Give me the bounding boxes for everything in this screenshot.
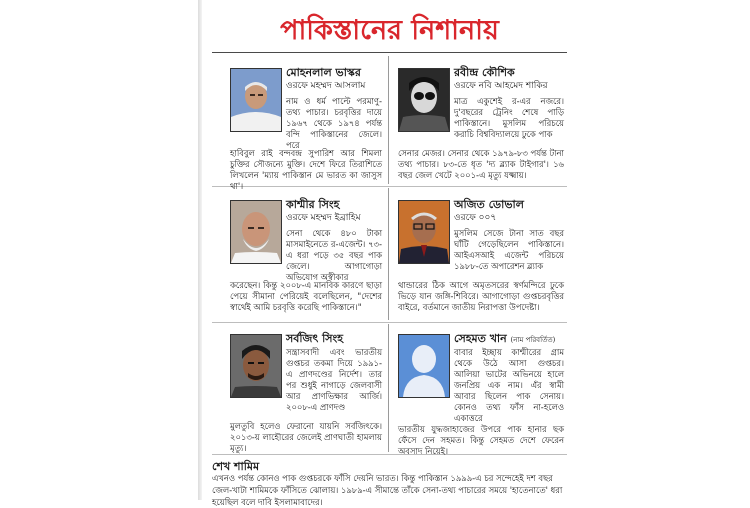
agent-text-continued: করেছেন। কিন্তু ২০০৮-এ মানবিক কারণে ছাড়া পেয়ে সীমানা পেরিয়েই বলেছিলেন, "দেশের স্বার্থেই আমি চরবৃত্তি করেছি পাকিস্তানে।" bbox=[230, 280, 382, 312]
portrait-young-man-image bbox=[231, 335, 281, 397]
agent-card-sarabjit bbox=[212, 326, 384, 454]
agent-card-ravindra bbox=[394, 56, 566, 184]
agent-alias: ওরফে ০০৭ bbox=[454, 213, 497, 223]
portrait-older-man-image bbox=[231, 69, 281, 131]
agent-text-continued: থান্ডারের ঠিক আগে অমৃতসরের স্বর্ণমন্দিরে ঢুকে ভিড়ে যান জঙ্গি-শিবিরে। আগাগোড়া গুপ্তচরবৃত্তির বাইরে, বর্তমানে জাতীয় নিরাপত্তা উপদেষ্টা। bbox=[398, 280, 564, 312]
agent-name-text: সেহমত খান bbox=[454, 332, 507, 345]
portrait-glasses-man bbox=[398, 200, 450, 264]
agent-alias: ওরফে নবি আহমেদ শাকির bbox=[454, 81, 548, 91]
placeholder-silhouette bbox=[398, 334, 450, 398]
agent-name: কাশ্মীর সিংহ bbox=[286, 198, 340, 211]
headline-rule bbox=[212, 52, 567, 53]
agent-alias: ওরফে মহম্মদ আসলাম bbox=[286, 81, 366, 91]
agent-card-mohanlal bbox=[212, 56, 384, 191]
row-divider bbox=[212, 322, 567, 323]
agent-text: মুসলিম সেজে টানা সাত বছর ঘাঁটি গেড়েছিলেন পাকিস্তানে। আইএসআই এজেন্ট পরিচয়ে ১৯৮৮-তে অপারেশন ব্ল্যাক bbox=[454, 228, 564, 271]
column-divider bbox=[388, 188, 389, 320]
portrait-bald-man-image bbox=[231, 201, 281, 263]
column-divider bbox=[388, 56, 389, 184]
agent-name: সর্বজিৎ সিংহ bbox=[286, 332, 344, 345]
agent-text: মাত্র একুশেই র-এর নজরে। দু'বছরের ট্রেনিং শেষে পাড়ি পাকিস্তানে। মুসলিম পরিচয়ে করাচি বিশ্ববিদ্যালয়ে ঢুকে পাক bbox=[454, 96, 564, 139]
sheikh-name: শেখ শামিম bbox=[212, 460, 260, 473]
agent-text: সন্ত্রাসবাদী এবং ভারতীয় গুপ্তচর তকমা দিয়ে ১৯৯১-এ প্রাণদণ্ডের নির্দেশ। তার পর শুধুই নাগাড়ে জেলবাসী আর প্রাণভিক্ষার আর্জি। ২০০৮-এ প্রাণদণ্ড bbox=[286, 347, 382, 412]
agent-text: সেনা থেকে ৪৮০ টাকা মাসমাইনেতে র-এজেন্ট। ৭৩-এ ধরা পড়ে ৩৫ বছর পাক জেলে। আগাগোড়া অভিযোগ অস্বীকার bbox=[286, 228, 382, 282]
agent-text-continued: সেনার মেজর। সেনার থেকে ১৯৭৯-৮৩ পর্যন্ত টানা তথ্য পাচার। ৮৩-তে ধৃত 'দ্য ব্ল্যাক টাইগার'। ১৬ বছর জেল খেটে ২০০১-এ মৃত্যু যক্ষ্মায়। bbox=[398, 148, 564, 180]
sheikh-text: এখনও পর্যন্ত কোনও পাক গুপ্তচরকে ফাঁসি দেয়নি ভারত। কিন্তু পাকিস্তান ১৯৯৯-এ চর সন্দেহেই দশ বছর জেল-খাটা শামিমকে ফাঁসিতে ঝোলায়। ১৯৮৯-এ সীমান্তে তাঁকে সেনা-তথ্য পাচারের সময়ে 'হাতেনাতে' ধরা হয়েছিল বলে দাবি ইসলামাবাদের। bbox=[212, 473, 563, 507]
agent-name: অজিত ডোভাল bbox=[454, 198, 524, 211]
portrait-sunglasses bbox=[398, 68, 450, 132]
agent-name bbox=[454, 332, 555, 347]
column-divider bbox=[388, 324, 389, 452]
name-changed-note: (নাম পরিবর্তিত) bbox=[510, 336, 556, 344]
portrait-bald-man bbox=[230, 200, 282, 264]
agent-text-continued: ভারতীয় যুদ্ধজাহাজের উপরে পাক হানার ছক ফেঁসে দেন সহমত। কিন্তু সেহমত দেশে ফেরেন অবসাদ নিয়েই। bbox=[398, 424, 564, 456]
agent-text: নাম ও ধর্ম পাল্টে পরমাণু-তথ্য পাচার। চরবৃত্তির দায়ে ১৯৬৭ থেকে ১৯৭৪ পর্যন্ত বন্দি পাকিস্তানের জেলে। পরে bbox=[286, 96, 382, 150]
portrait-older-man bbox=[230, 68, 282, 132]
agent-card-kashmir bbox=[212, 190, 384, 320]
agent-card-ajit bbox=[394, 190, 566, 320]
agent-alias: ওরফে মহম্মদ ইব্রাহিম bbox=[286, 213, 361, 223]
portrait-glasses-man-image bbox=[399, 201, 449, 263]
portrait-young-man bbox=[230, 334, 282, 398]
agent-text-continued: হাবিবুল রাই বন্দবন্দ্র সুপারিশ আর শিমলা চুক্তির সৌজন্যে মুক্তি। দেশে ফিরে তিরাশিতে লিখলেন 'ম্যায় পাকিস্তান মে ভারত কা জাসুস থা'। bbox=[230, 148, 382, 191]
agent-name: মোহনলাল ভাস্কর bbox=[286, 66, 361, 79]
agent-card-sehmat bbox=[394, 326, 566, 454]
agent-text: বাবার ইচ্ছায় কাশ্মীরের গ্রাম থেকে উঠে আসা গুপ্তচর। আলিয়া ভাটের অভিনয়ে হালে জনপ্রিয় এক নাম। এঁর স্বামী আবার ছিলেন পাক সেনায়। কোনও তথ্য ফাঁস না-হলেও একাত্তরে bbox=[454, 347, 564, 423]
headline: পাকিস্তানের নিশানায় bbox=[280, 15, 499, 46]
page-fold-shadow bbox=[198, 0, 202, 500]
newspaper-article bbox=[212, 12, 567, 507]
agent-name: রবীন্দ্র কৌশিক bbox=[454, 66, 515, 79]
silhouette-image bbox=[399, 335, 449, 397]
portrait-sunglasses-image bbox=[399, 69, 449, 131]
agent-text-continued: মুলতুবি হলেও ফেরানো যায়নি সর্বজিৎকে। ২০১৩-য় লাহৌরের জেলেই প্রাণঘাতী হামলায় মৃত্যু। bbox=[230, 421, 382, 453]
